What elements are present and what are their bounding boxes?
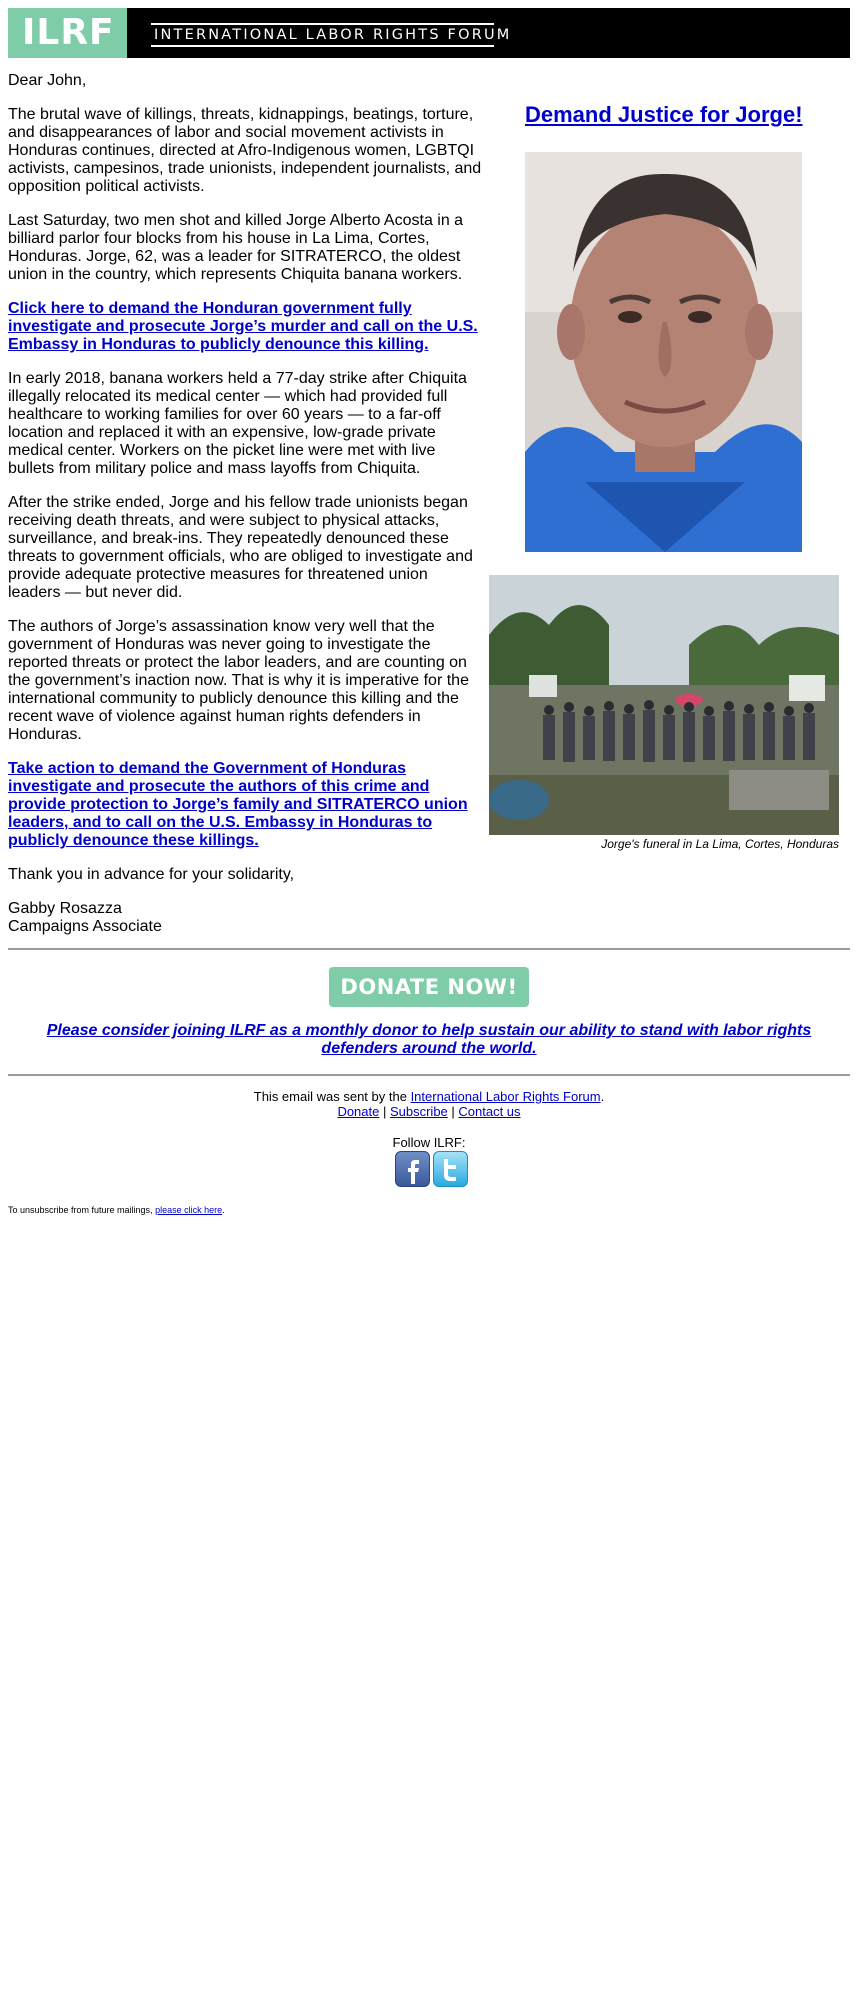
funeral-caption: Jorge's funeral in La Lima, Cortes, Honduras — [601, 837, 839, 851]
unsubscribe-link[interactable]: please click here — [155, 1205, 223, 1215]
unsubscribe-prefix: To unsubscribe from future mailings, — [8, 1205, 156, 1215]
footer-subscribe-link[interactable]: Subscribe — [389, 1104, 448, 1119]
signature — [8, 900, 483, 936]
signature-name: Gabby Rosazza — [8, 900, 122, 917]
monthly-donor-link[interactable]: Please consider joining ILRF as a monthly donor to help sustain our ability to stand with labor rights defenders around the world. — [46, 1022, 812, 1057]
footer-donate-link[interactable]: Donate — [337, 1104, 380, 1119]
demand-justice-link[interactable]: Demand Justice for Jorge! — [525, 102, 803, 127]
follow-label: Follow ILRF: — [392, 1135, 466, 1150]
donate-section — [8, 950, 850, 1074]
unsubscribe-line — [8, 1205, 225, 1216]
twitter-glyph — [434, 1152, 467, 1186]
footer-separator: | — [379, 1104, 390, 1119]
greeting: Dear John, — [8, 72, 87, 89]
portrait-photo — [525, 152, 802, 552]
closing: Thank you in advance for your solidarity, — [8, 866, 295, 883]
header-banner — [8, 8, 850, 58]
footer-contact-link[interactable]: Contact us — [458, 1104, 521, 1119]
funeral-photo — [489, 575, 839, 835]
paragraph-5: The authors of Jorge’s assassination know very well that the government of Honduras was never going to investigate the reported threats or protect the labor leaders, and are counting on the government’s inaction now. That is why it is imperative for the international community to publicly denounce this killing and the recent wave of violence against human rights defenders in Honduras. — [8, 618, 469, 743]
email-body — [8, 8, 850, 1236]
facebook-icon[interactable] — [395, 1151, 430, 1187]
paragraph-4: After the strike ended, Jorge and his fellow trade unionists began receiving death threats, and were subject to physical attacks, surveillance, and break-ins. They repeatedly denounced these threats to government officials, who are obliged to investigate and provide adequate protective measures for threatened union leaders — but never did. — [8, 494, 473, 601]
action-link-1[interactable]: Click here to demand the Honduran government fully investigate and prosecute Jorge’s murder and call on the U.S. Embassy in Honduras to publicly denounce this killing. — [8, 300, 478, 353]
ilrf-logo[interactable]: ILRF — [8, 8, 127, 58]
action-link-1-wrap — [8, 300, 483, 354]
unsubscribe-suffix: . — [222, 1205, 225, 1215]
facebook-glyph — [396, 1152, 429, 1186]
twitter-icon[interactable] — [433, 1151, 468, 1187]
org-name-wordmark: INTERNATIONAL LABOR RIGHTS FORUM — [151, 23, 494, 47]
paragraph-3: In early 2018, banana workers held a 77-day strike after Chiquita illegally relocated its medical center — which had provided full healthcare to working families for over 60 years — to a far-off location and replaced it with an expensive, low-grade private medical center. Workers on the picket line were met with live bullets from military police and mass layoffs from Chiquita. — [8, 370, 467, 477]
sent-by-line — [8, 1089, 850, 1104]
social-icons — [395, 1151, 475, 1187]
footer-links — [8, 1104, 850, 1119]
donate-now-button[interactable]: DONATE NOW! — [329, 967, 529, 1007]
footer — [8, 1076, 850, 1236]
footer-separator: | — [447, 1104, 459, 1119]
action-link-2-wrap — [8, 760, 483, 850]
paragraph-1: The brutal wave of killings, threats, kidnappings, beatings, torture, and disappearances of labor and social movement activists in Honduras continues, directed at Afro-Indigenous women, LGBTQI activists, campesinos, trade unionists, independent journalists, and opposition political activists. — [8, 106, 482, 195]
portrait-illustration — [525, 152, 802, 552]
sent-by-prefix: This email was sent by the — [253, 1089, 411, 1104]
signature-title: Campaigns Associate — [8, 918, 162, 935]
action-link-2[interactable]: Take action to demand the Government of Honduras investigate and prosecute the authors of this crime and provide protection to Jorge’s family and SITRATERCO union leaders, and to call on the U.S. Embassy in Honduras to publicly denounce these killings. — [8, 760, 468, 849]
letter-column — [8, 72, 483, 936]
main-content — [8, 58, 850, 948]
paragraph-2: Last Saturday, two men shot and killed Jorge Alberto Acosta in a billiard parlor four blocks from his house in La Lima, Cortes, Honduras. Jorge, 62, was a leader for SITRATERCO, the oldest union in the country, which represents Chiquita banana workers. — [8, 212, 464, 283]
sent-by-suffix: . — [600, 1089, 605, 1104]
funeral-illustration — [489, 575, 839, 835]
org-link[interactable]: International Labor Rights Forum — [410, 1089, 601, 1104]
